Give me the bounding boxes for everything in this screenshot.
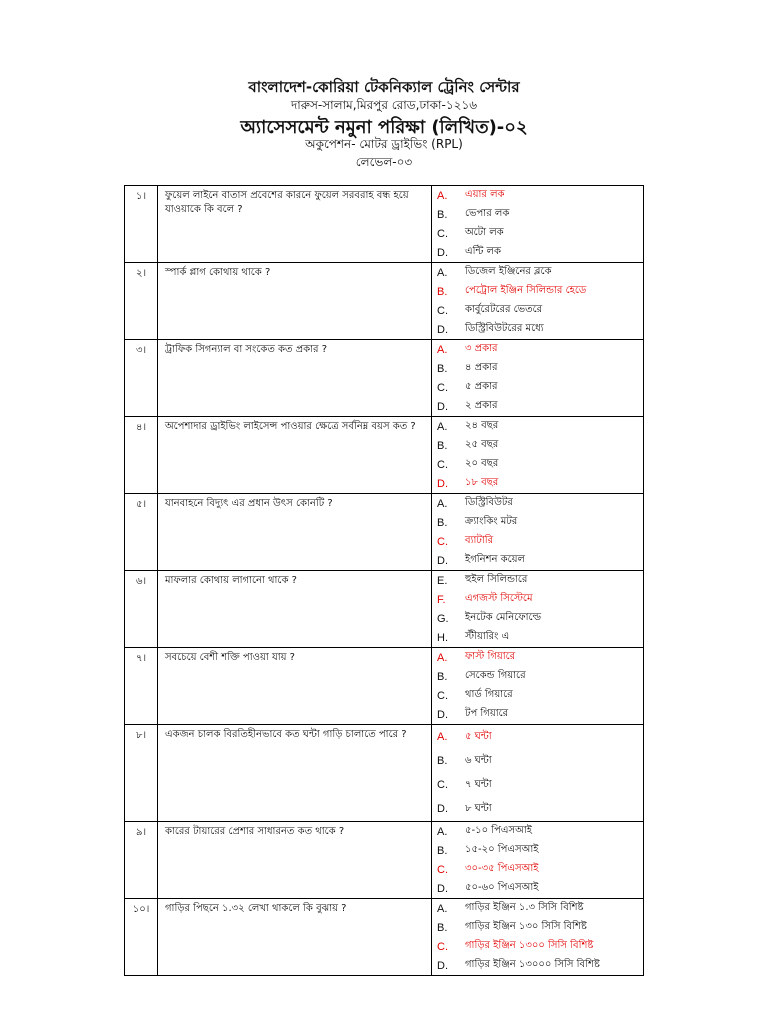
option-text: এয়ার লক [465,189,505,200]
option-b [432,205,643,224]
option-list [432,186,644,263]
option-text: সেকেন্ড গিয়ারে [465,670,526,681]
option-b [432,436,643,455]
exam-title: অ্যাসেসমেন্ট নমুনা পরিক্ষা (লিখিত)-০২ [240,117,528,138]
question-row [125,648,644,725]
option-d [432,956,643,975]
institute-address: দারুস-সালাম,মিরপুর রোড,ঢাকা-১২১৬ [290,98,478,112]
option-letter: B. [437,755,448,767]
option-text: এন্টি লক [465,246,501,257]
question-text: অপেশাদার ড্রাইভিং লাইসেন্স পাওয়ার ক্ষেত্রে সর্বনিম্ন বয়স কত ? [158,417,432,494]
option-list [432,648,644,725]
option-letter: C. [437,458,448,471]
question-row [125,822,644,899]
question-text: মাফলার কোথায় লাগানো থাকে ? [158,571,432,648]
question-number: ৫। [125,494,158,571]
question-text: ফুয়েল লাইনে বাতাস প্রবেশের কারনে ফুয়েল সরবরাহ বন্ধ হয়ে যাওয়াকে কি বলে ? [158,186,432,263]
option-a-correct [432,340,643,359]
option-list [432,725,644,822]
option-text: ডিস্ট্রিবিউটর [465,497,513,508]
option-d [432,705,643,724]
option-letter: B. [437,439,448,452]
option-a [432,899,643,918]
option-d [432,797,643,821]
question-number: ৬। [125,571,158,648]
option-text: ৬ ঘন্টা [465,754,492,766]
option-letter: D. [437,554,448,567]
option-letter: D. [437,246,448,259]
option-text: কার্বুরেটরের ভেতরে [465,304,543,315]
question-number: ১০। [125,899,158,976]
option-letter: D. [437,882,448,895]
option-text: ফাস্ট গিয়ারে [465,651,516,662]
option-a [432,494,643,513]
option-letter: C. [437,779,448,791]
option-a [432,417,643,436]
option-c [432,686,643,705]
option-text: থার্ড গিয়ারে [465,689,513,700]
option-list [432,417,644,494]
question-number: ৪। [125,417,158,494]
option-text: গাড়ির ইঞ্জিন ১৩০০ সিসি বিশিষ্ট [465,940,594,951]
option-letter: D. [437,803,448,815]
question-number: ১। [125,186,158,263]
option-letter: B. [437,670,448,683]
option-letter: B. [437,921,448,934]
option-letter: A. [437,902,448,915]
question-text: গাড়ির পিছনে ১.৩২ লেখা থাকলে কি বুঝায় ? [158,899,432,976]
option-letter: H. [437,631,448,644]
option-letter: C. [437,381,448,394]
question-text: কারের টায়ারের প্রেশার সাধারনত কত থাকে ? [158,822,432,899]
occupation-line: অকুপেশন- মোটর ড্রাইভিং (RPL) [305,137,463,151]
option-c [432,378,643,397]
level-line: লেভেল-০৩ [355,155,413,169]
option-b [432,513,643,532]
option-text: ১৫-২০ পিএসআই [465,844,539,855]
option-list [432,899,644,976]
option-g [432,609,643,628]
option-a-correct [432,648,643,667]
option-text: ৩০-৩৫ পিএসআই [465,863,539,874]
option-letter: D. [437,959,448,972]
option-letter: F. [437,593,446,606]
option-d [432,243,643,262]
question-table [124,185,644,976]
option-text: গাড়ির ইঞ্জিন ১৩০০০ সিসি বিশিষ্ট [465,959,600,970]
option-text: ২৪ বছর [465,420,499,431]
question-row [125,494,644,571]
option-text: ৫০-৬০ পিএসআই [465,882,539,893]
option-letter: B. [437,285,448,298]
option-text: অটো লক [465,227,504,238]
option-text: ডিস্ট্রিবিউটরের মধ্যে [465,323,544,334]
option-d [432,320,643,339]
option-text: ২ প্রকার [465,400,498,411]
question-row [125,571,644,648]
option-d [432,879,643,898]
question-number: ৯। [125,822,158,899]
question-number: ২। [125,263,158,340]
option-letter: C. [437,535,448,548]
option-text: ভেপার লক [465,208,510,219]
option-list [432,340,644,417]
option-list [432,494,644,571]
option-b [432,359,643,378]
option-text: ৫ ঘন্টা [465,730,492,742]
option-b [432,667,643,686]
option-letter: D. [437,323,448,336]
question-row [125,263,644,340]
question-number: ৮। [125,725,158,822]
option-b-correct [432,282,643,301]
option-b [432,749,643,773]
option-text: গাড়ির ইঞ্জিন ১৩০ সিসি বিশিষ্ট [465,921,587,932]
option-letter: A. [437,343,448,356]
question-row [125,725,644,822]
question-text: সবচেয়ে বেশী শক্তি পাওয়া যায় ? [158,648,432,725]
option-list [432,263,644,340]
option-letter: A. [437,651,448,664]
option-list [432,822,644,899]
option-d-correct [432,474,643,493]
option-c-correct [432,860,643,879]
question-row [125,899,644,976]
question-row [125,417,644,494]
option-text: পেট্রোল ইঞ্জিন সিলিন্ডার হেডে [465,285,587,296]
option-text: হুইল সিলিন্ডারে [465,574,528,585]
option-letter: A. [437,189,448,202]
option-b [432,841,643,860]
option-c [432,455,643,474]
option-letter: B. [437,362,448,375]
option-letter: D. [437,400,448,413]
option-text: স্টীয়ারিং এ [465,631,510,642]
question-text: যানবাহনে বিদ্যুৎ এর প্রধান উৎস কোনটি ? [158,494,432,571]
option-text: গাড়ির ইঞ্জিন ১.৩ সিসি বিশিষ্ট [465,902,584,913]
option-text: ৫ প্রকার [465,381,498,392]
option-letter: D. [437,477,448,490]
option-text: ৫-১০ পিএসআই [465,825,532,836]
option-text: ইনটেক মেনিফোল্ডে [465,612,542,623]
option-d [432,551,643,570]
option-text: ইগনিশন কয়েল [465,554,526,565]
option-b [432,918,643,937]
option-text: এগজস্ট সিস্টেমে [465,593,533,604]
option-h [432,628,643,647]
option-letter: C. [437,227,448,240]
option-letter: A. [437,266,448,279]
option-letter: B. [437,208,448,221]
option-letter: C. [437,863,448,876]
option-letter: A. [437,825,448,838]
option-letter: E. [437,574,448,587]
option-text: ৮ ঘন্টা [465,802,492,814]
question-row [125,340,644,417]
option-letter: C. [437,304,448,317]
option-c-correct [432,937,643,956]
option-text: ১৮ বছর [465,477,499,488]
question-text: ট্রাফিক সিগন্যাল বা সংকেত কত প্রকার ? [158,340,432,417]
option-text: ক্র্যাংকিং মটর [465,516,518,527]
option-c [432,301,643,320]
option-letter: A. [437,420,448,433]
option-letter: B. [437,516,448,529]
question-text: একজন চালক বিরতিহীনভাবে কত ঘন্টা গাড়ি চালাতে পারে ? [158,725,432,822]
option-d [432,397,643,416]
option-text: ৭ ঘন্টা [465,778,492,790]
question-number: ৭। [125,648,158,725]
option-text: ২০ বছর [465,458,499,469]
option-text: ব্যাটারি [465,535,494,546]
option-letter: A. [437,497,448,510]
institute-name: বাংলাদেশ-কোরিয়া টেকনিক্যাল ট্রেনিং সেন্টার [248,78,520,96]
option-c [432,773,643,797]
option-text: ৪ প্রকার [465,362,498,373]
question-row [125,186,644,263]
option-c-correct [432,532,643,551]
option-letter: C. [437,940,448,953]
option-text: ২৫ বছর [465,439,499,450]
option-text: টপ গিয়ারে [465,708,509,719]
question-text: স্পার্ক প্লাগ কোথায় থাকে ? [158,263,432,340]
option-f-correct [432,590,643,609]
option-e [432,571,643,590]
option-list [432,571,644,648]
option-text: ৩ প্রকার [465,343,498,354]
option-letter: C. [437,689,448,702]
option-letter: A. [437,731,448,743]
option-letter: B. [437,844,448,857]
option-a [432,822,643,841]
option-a-correct [432,186,643,205]
option-text: ডিজেল ইঞ্জিনের ব্লকে [465,266,552,277]
option-a-correct [432,725,643,749]
question-number: ৩। [125,340,158,417]
option-letter: D. [437,708,448,721]
option-a [432,263,643,282]
option-letter: G. [437,612,449,625]
option-c [432,224,643,243]
